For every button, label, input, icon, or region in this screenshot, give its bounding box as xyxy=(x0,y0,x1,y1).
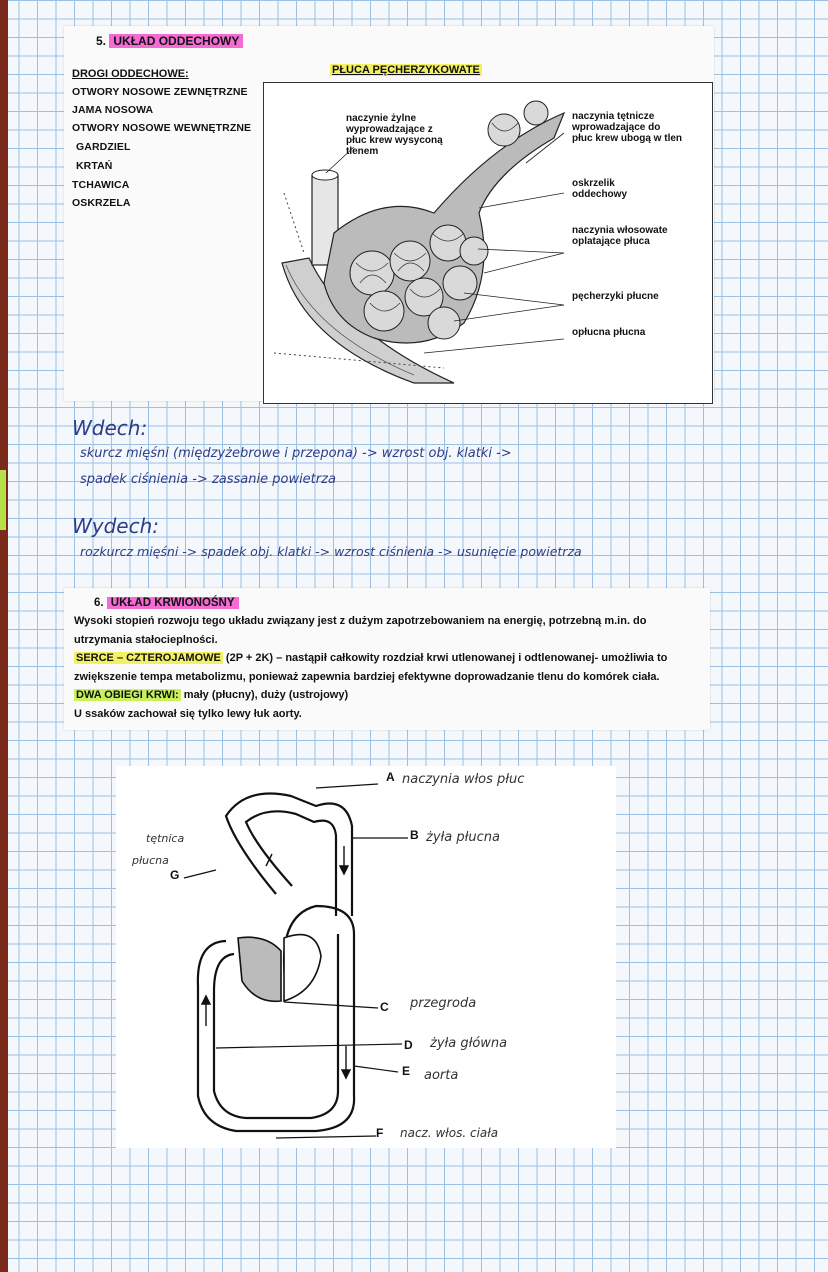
airway-item: TCHAWICA xyxy=(72,179,130,191)
label-A-text: naczynia włos płuc xyxy=(402,772,525,787)
pleura-label: opłucna płucna xyxy=(572,327,646,338)
label-B-letter: B xyxy=(410,828,419,842)
green-tab-marker xyxy=(0,470,6,530)
capillaries-label: naczynia włosowate oplatające płuca xyxy=(572,225,668,247)
label-G-letter: G xyxy=(170,868,180,882)
heart-term: SERCE – CZTEROJAMOWE xyxy=(76,652,221,664)
arteries-label: naczynia tętnicze wprowadzające do płuc krew ubogą w tlen xyxy=(572,111,683,144)
label-E-letter: E xyxy=(402,1064,411,1078)
heart-paragraph: SERCE – CZTEROJAMOWE (2P + 2K) – nastąpił całkowity rozdział krwi utlenowanej i odtlenowanej- umożliwia to zwiększenie tempa metabolizmu, ponieważ zapewnia bardziej efektywne doprowadzanie tlenu do komórek ciała. xyxy=(74,652,668,683)
airway-item: JAMA NOSOWA xyxy=(72,104,154,116)
section6-heading: 6. UKŁAD KRWIONOŚNY xyxy=(94,594,239,613)
circulation-diagram-panel xyxy=(116,766,616,1148)
circulation-term: DWA OBIEGI KRWI: xyxy=(76,689,179,701)
airway-item: OSKRZELA xyxy=(72,197,131,209)
label-G-text-1: tętnica xyxy=(146,832,185,845)
inhale-title: Wdech: xyxy=(72,416,148,440)
label-D-text: żyła główna xyxy=(430,1036,508,1051)
airway-item: OTWORY NOSOWE ZEWNĘTRZNE xyxy=(72,86,248,98)
label-B-text: żyła płucna xyxy=(426,830,500,845)
airway-item: OTWORY NOSOWE WEWNĘTRZNE xyxy=(72,122,252,134)
notebook-edge xyxy=(0,0,8,1272)
airways-title: DROGI ODDECHOWE: xyxy=(72,68,189,80)
aorta-paragraph: U ssaków zachował się tylko lewy łuk aorty. xyxy=(74,707,302,720)
exhale-title: Wydech: xyxy=(72,514,160,538)
intro-paragraph: Wysoki stopień rozwoju tego układu związany jest z dużym zapotrzebowaniem na energię, potrzebną m.in. do utrzymania stałocieplności. xyxy=(74,615,647,646)
lungs-title: PŁUCA PĘCHERZYKOWATE xyxy=(332,64,480,76)
label-A-letter: A xyxy=(386,770,395,784)
section5-title: UKŁAD ODDECHOWY xyxy=(109,34,243,48)
alveoli-diagram-frame xyxy=(263,82,713,404)
label-F-letter: F xyxy=(376,1126,384,1140)
section6-body xyxy=(74,612,702,723)
exhale-line-1: rozkurcz mięśni -> spadek obj. klatki -> wzrost ciśnienia -> usunięcie powietrza xyxy=(80,544,582,559)
circulatory-printout xyxy=(64,588,710,730)
vein-label: naczynie żylne wyprowadzające z płuc krew wysyconą tlenem xyxy=(346,113,443,157)
airway-item: KRTAŃ xyxy=(76,160,113,172)
label-E-text: aorta xyxy=(424,1068,459,1083)
section5-heading: 5. UKŁAD ODDECHOWY xyxy=(96,34,243,48)
inhale-line-1: skurcz mięśni (międzyżebrowe i przepona) -> wzrost obj. klatki -> xyxy=(80,446,512,461)
circulation-illustration xyxy=(116,766,616,1148)
label-F-text: nacz. włos. ciała xyxy=(400,1126,499,1140)
circulation-paragraph: DWA OBIEGI KRWI: mały (płucny), duży (ustrojowy) xyxy=(76,689,349,701)
label-D-letter: D xyxy=(404,1038,413,1052)
bronchiole-label: oskrzelik oddechowy xyxy=(572,178,628,200)
alveoli-label: pęcherzyki płucne xyxy=(572,291,659,302)
label-G-text-2: płucna xyxy=(132,854,169,867)
airway-item: GARDZIEL xyxy=(76,141,131,153)
inhale-line-2: spadek ciśnienia -> zassanie powietrza xyxy=(80,472,336,487)
label-C-letter: C xyxy=(380,1000,389,1014)
label-C-text: przegroda xyxy=(410,996,477,1011)
section6-title: UKŁAD KRWIONOŚNY xyxy=(107,597,239,609)
